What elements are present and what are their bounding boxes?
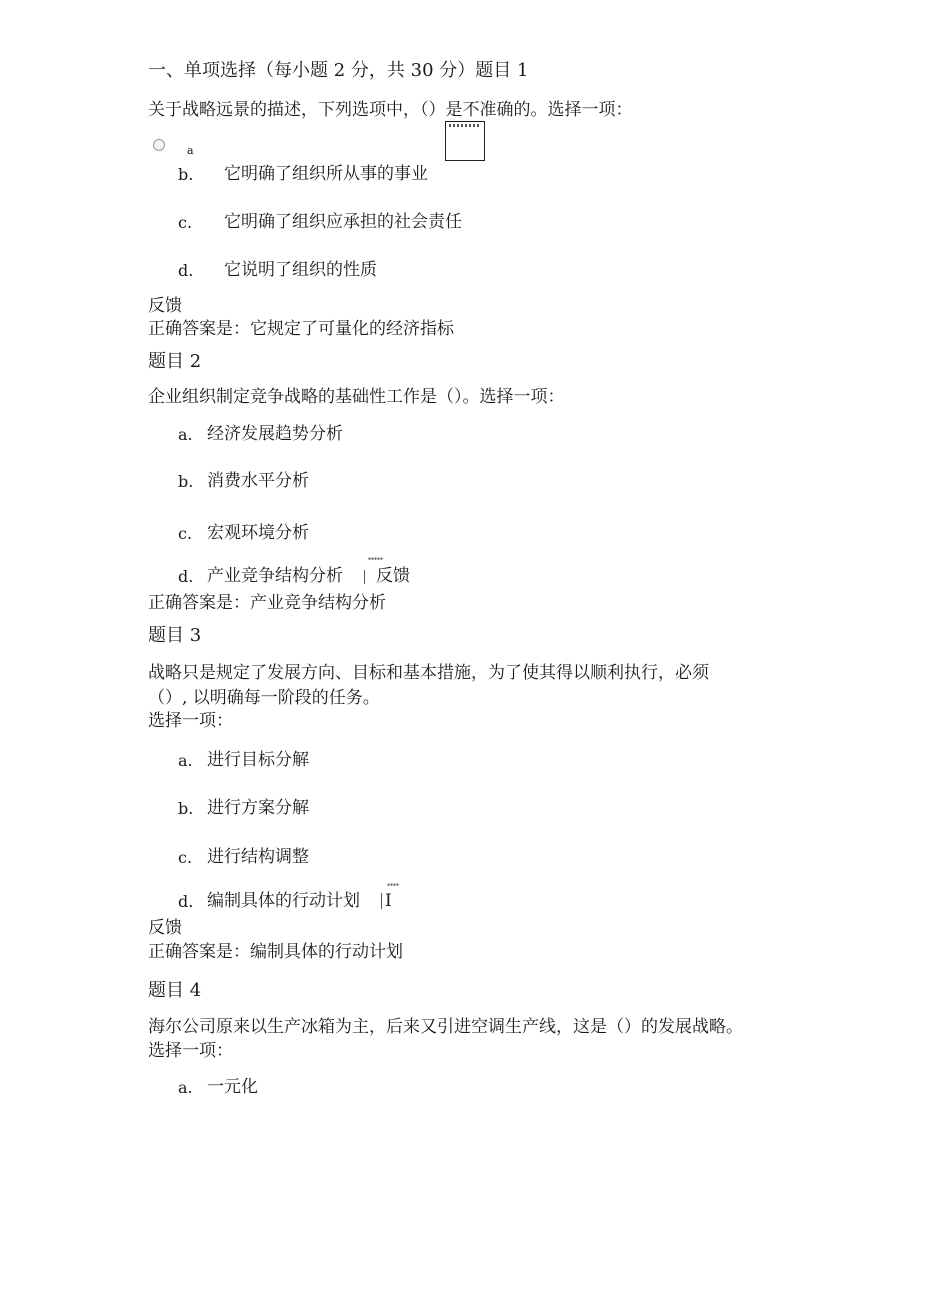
q2-title: 题目 2 [148, 351, 202, 372]
q2-stem: 企业组织制定竞争战略的基础性工作是（）。选择一项： [148, 387, 565, 407]
q1-feedback-label: 反馈 [148, 296, 182, 316]
cursor-bar [364, 570, 365, 584]
q3-title: 题目 3 [148, 625, 202, 646]
q1-option-b-text[interactable]: 它明确了组织所从事的事业 [224, 164, 428, 184]
q3-option-c-letter: c. [178, 848, 193, 867]
q2-correct-answer: 正确答案是：产业竞争结构分析 [148, 593, 386, 613]
q2-option-b-text[interactable]: 消费水平分析 [207, 471, 309, 491]
q4-stem-line1: 海尔公司原来以生产冰箱为主，后来又引进空调生产线，这是（）的发展战略。 [148, 1017, 743, 1037]
q2-option-d-letter: d. [178, 567, 194, 586]
q2-option-a-letter: a. [178, 425, 193, 444]
q1-option-c-text[interactable]: 它明确了组织应承担的社会责任 [224, 212, 462, 232]
q2-option-c-text[interactable]: 宏观环境分析 [207, 523, 309, 543]
q3-trailing-mark: I [385, 891, 392, 911]
q1-option-a-image-box [445, 121, 485, 161]
q2-feedback-label: 反馈 [376, 566, 410, 586]
q3-option-b-letter: b. [178, 799, 194, 818]
image-remnant-mark: ▪▪▪▪▪ [368, 556, 384, 562]
image-placeholder-icon [449, 124, 479, 127]
q2-option-d-text[interactable]: 产业竞争结构分析 [207, 566, 343, 586]
q3-stem-line3: 选择一项： [148, 711, 233, 731]
q2-option-b-letter: b. [178, 472, 194, 491]
q3-stem-line2: （）, 以明确每一阶段的任务。 [148, 688, 380, 708]
q1-option-d-letter: d. [178, 261, 194, 280]
q1-option-c-letter: c. [178, 213, 193, 232]
q3-stem-line1: 战略只是规定了发展方向、目标和基本措施，为了使其得以顺利执行，必须 [148, 663, 709, 683]
q1-option-d-text[interactable]: 它说明了组织的性质 [224, 260, 377, 280]
q4-option-a-letter: a. [178, 1078, 193, 1097]
q1-option-a-letter: a [187, 144, 194, 157]
q4-option-a-text[interactable]: 一元化 [207, 1077, 258, 1097]
q3-option-c-text[interactable]: 进行结构调整 [207, 847, 309, 867]
q1-option-b-letter: b. [178, 165, 194, 184]
q1-option-a-radio[interactable] [153, 139, 165, 151]
q3-option-d-text[interactable]: 编制具体的行动计划 [207, 891, 360, 911]
image-remnant-mark: ▪▪▪▪ [387, 882, 400, 888]
q3-option-b-text[interactable]: 进行方案分解 [207, 798, 309, 818]
q1-stem: 关于战略远景的描述，下列选项中，（）是不准确的。选择一项： [148, 100, 633, 120]
q4-title: 题目 4 [148, 980, 202, 1001]
q1-correct-answer: 正确答案是：它规定了可量化的经济指标 [148, 319, 454, 339]
section-header: 一、单项选择（每小题 2 分，共 30 分）题目 1 [148, 60, 529, 81]
q3-option-d-letter: d. [178, 892, 194, 911]
cursor-bar [381, 893, 382, 909]
q2-option-a-text[interactable]: 经济发展趋势分析 [207, 424, 343, 444]
q4-stem-line2: 选择一项： [148, 1041, 233, 1061]
q3-feedback-label: 反馈 [148, 918, 182, 938]
q3-correct-answer: 正确答案是：编制具体的行动计划 [148, 942, 403, 962]
q2-option-c-letter: c. [178, 524, 193, 543]
q3-option-a-text[interactable]: 进行目标分解 [207, 750, 309, 770]
q3-option-a-letter: a. [178, 751, 193, 770]
